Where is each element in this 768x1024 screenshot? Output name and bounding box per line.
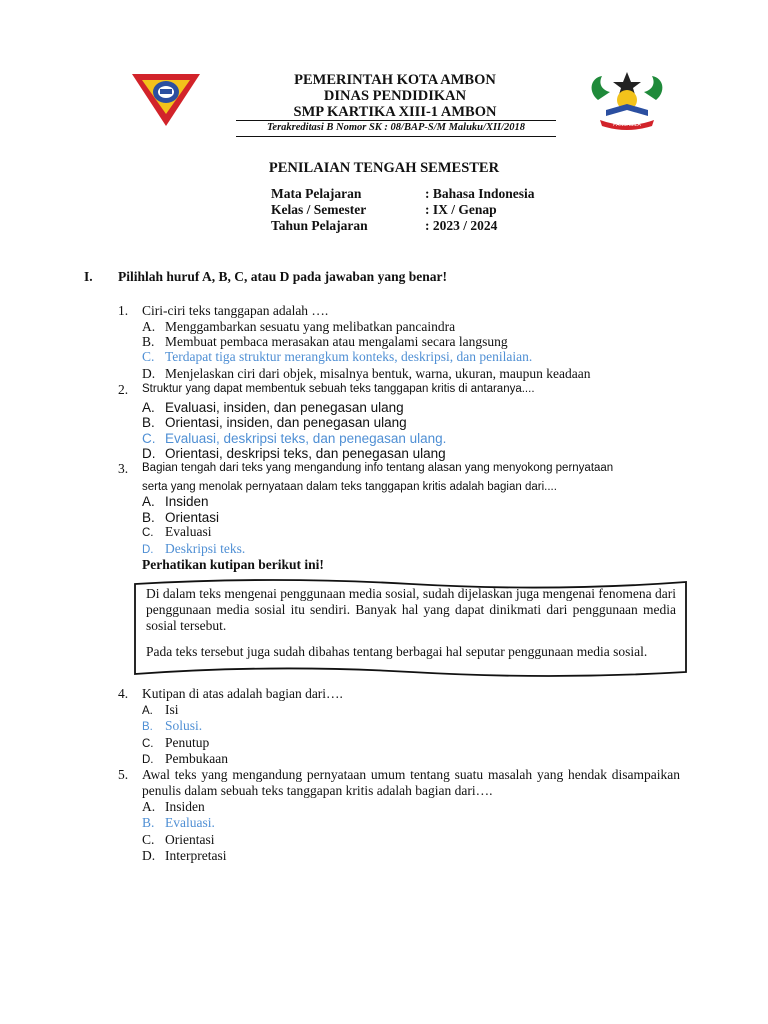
exam-info [271,186,535,234]
accreditation-text: Terakreditasi B Nomor SK : 08/BAP-S/M Maluku/XII/2018 [266,122,526,133]
question-2-option-c: C. Evaluasi, deskripsi teks, dan penegasan ulang. [142,431,447,446]
school-emblem-icon [584,70,670,134]
question-1-option-c: C. Terdapat tiga struktur merangkum konteks, deskripsi, dan penilaian. [142,349,533,364]
header-department: DINAS PENDIDIKAN [323,88,467,104]
question-4-option-a: A. Isi [142,702,179,717]
question-3-option-b: B. Orientasi [142,510,220,525]
quote-paragraph-2: Pada teks tersebut juga sudah dibahas tentang berbagai hal seputar penggunaan media sosial. [146,644,648,659]
info-row-year: Tahun Pelajaran : 2023 / 2024 [271,218,498,233]
question-3-option-d: D. Deskripsi teks. [142,541,246,556]
header-divider [236,120,556,121]
question-5-option-c: C. Orientasi [142,832,215,847]
header-divider-bottom [236,136,556,137]
question-1: 1. Ciri-ciri teks tanggapan adalah …. [118,303,329,318]
question-4-option-b: B. Solusi. [142,718,203,733]
header-school-name: SMP KARTIKA XIII-1 AMBON [293,104,497,120]
question-1-option-d: D. Menjelaskan ciri dari objek, misalnya bentuk, warna, ukuran, maupun keadaan [142,366,591,381]
info-row-subject: Mata Pelajaran : Bahasa Indonesia [271,186,535,201]
question-5-number: 5. [118,767,129,782]
question-3-option-c: C. Evaluasi [142,524,212,539]
header-government: PEMERINTAH KOTA AMBON [294,72,496,88]
quote-heading: Perhatikan kutipan berikut ini! [142,557,324,572]
school-header [220,72,570,120]
question-1-option-a: A. Menggambarkan sesuatu yang melibatkan pancaindra [142,319,456,334]
question-5: Awal teks yang mengandung pernyataan umum tentang suatu masalah yang hendak disampaikan penulis dalam sebuah teks tanggapan kritis adalah bagian dari…. [142,767,680,798]
quote-text [146,586,676,670]
quote-paragraph-1: Di dalam teks mengenai penggunaan media sosial, sudah dijelaskan juga mengenai fenomena dari penggunaan media sosial itu sendiri. Banyak hal yang dapat dinikmati dari penggunaan media sosial tersebut. [146,586,676,633]
question-5-option-d: D. Interpretasi [142,848,227,863]
exam-title: PENILAIAN TENGAH SEMESTER [268,160,500,176]
svg-text:PANCASILA: PANCASILA [613,122,641,128]
info-row-class: Kelas / Semester : IX / Genap [271,202,497,217]
question-4-option-c: C. Penutup [142,735,210,750]
city-emblem-icon [130,68,202,128]
question-1-option-b: B. Membuat pembaca merasakan atau mengalami secara langsung [142,334,508,349]
question-4: 4. Kutipan di atas adalah bagian dari…. [118,686,343,701]
question-3-option-a: A. Insiden [142,494,209,509]
section-heading: I. Pilihlah huruf A, B, C, atau D pada jawaban yang benar! [84,269,447,284]
question-5-option-b: B. Evaluasi. [142,815,215,830]
question-2-option-d: D. Orientasi, deskripsi teks, dan penegasan ulang [142,446,446,461]
question-5-option-a: A. Insiden [142,799,205,814]
question-3: 3. Bagian tengah dari teks yang mengandung info tentang alasan yang menyokong pernyataan serta yang menolak pernyataan dalam teks tanggapan kritis adalah bagian dari.... [118,461,614,493]
question-2-option-b: B. Orientasi, insiden, dan penegasan ulang [142,415,407,430]
question-2: 2. Struktur yang dapat membentuk sebuah teks tanggapan kritis di antaranya.... [118,382,535,397]
question-4-option-d: D. Pembukaan [142,751,228,766]
question-2-option-a: A. Evaluasi, insiden, dan penegasan ulang [142,400,404,415]
